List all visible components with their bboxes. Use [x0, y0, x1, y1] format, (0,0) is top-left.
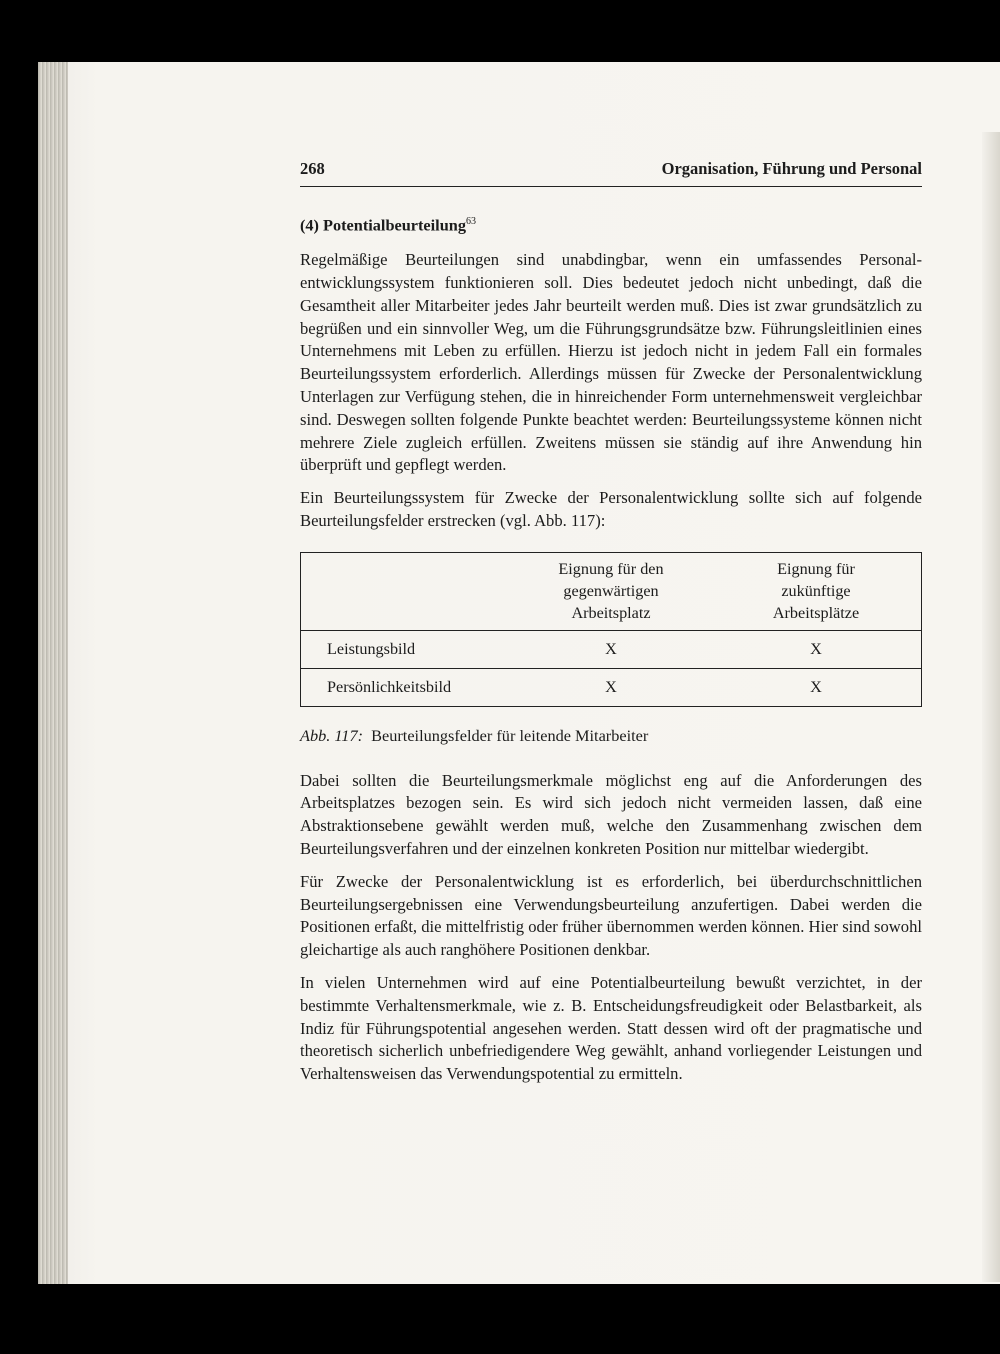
- paragraph-5: In vielen Unternehmen wird auf eine Potentialbeurteilung bewußt verzichtet, in der bestimmte Verhaltensmerkmale, wie z. B. Entscheidungsfreudigkeit oder Belastbarkeit, als Indiz für Führungspotential angesehen werden. Statt dessen wird oft der pragmatische und theoretisch sicherlich unbefriedigendere Weg gewählt, anhand vorliegender Leistungen und Verhaltensweisen das Verwendungspotential zu ermitteln.: [300, 972, 922, 1084]
- caption-text: Beurteilungsfelder für leitende Mitarbeiter: [371, 725, 649, 745]
- row-label: Persönlichkeitsbild: [301, 668, 512, 706]
- section-heading: [300, 211, 922, 237]
- book-page: [38, 62, 1000, 1284]
- row-label: Leistungsbild: [301, 630, 512, 668]
- column-header-line: gegenwärtigen: [563, 582, 659, 601]
- page-number: 268: [300, 159, 325, 178]
- page-content: [300, 158, 922, 1086]
- paragraph-3: Dabei sollten die Beurteilungsmerkmale möglichst eng auf die Anforderungen des Arbeitsplatzes bezogen sein. Es wird sich jedoch nicht vermeiden lassen, daß eine Abstraktionsebene gewählt werden muß, welche den Zusammenhang zwischen dem Beurteilungsverfahren und der einzelnen konkreten Position nur mittelbar wiedergibt.: [300, 770, 922, 858]
- figure-caption: [300, 725, 922, 748]
- footnote-reference: 63: [465, 216, 476, 227]
- running-title: Organisation, Führung und Personal: [661, 159, 922, 178]
- table-cell: X: [511, 668, 711, 706]
- column-header-line: Eignung für den: [558, 560, 664, 579]
- table-cell: X: [511, 630, 711, 668]
- paragraph-1: Regelmäßige Beurteilungen sind unabdingbar, wenn ein umfassendes Personalentwicklungssystem funktionieren soll. Dies bedeutet jedoch nicht unbedingt, daß die Gesamtheit aller Mitarbeiter jedes Jahr beurteilt werden muß. Dies ist zwar grundsätzlich zu begrüßen und ein sinnvoller Weg, um die Führungsgrundsätze bzw. Führungsleitlinien eines Unternehmens mit Leben zu erfüllen. Hierzu ist jedoch nicht in jedem Fall ein formales Beurteilungssystem erforderlich. Allerdings müssen für Zwecke der Personalentwicklung Unterlagen zur Verfügung stehen, die in hinreichender Form unternehmensweit vergleichbar sind. Deswegen sollten folgende Punkte beachtet werden: Beurteilungssysteme können nicht mehrere Ziele zugleich erfüllen. Zweitens müssen sie ständig auf ihre Anwendung hin überprüft und gepflegt werden.: [300, 250, 922, 475]
- table-row: [301, 668, 922, 706]
- table-corner-cell: [301, 552, 512, 630]
- table-cell: X: [711, 630, 922, 668]
- table-cell: X: [711, 668, 922, 706]
- paragraph-4: Für Zwecke der Personalentwicklung ist es erforderlich, bei überdurchschnittlichen Beurteilungsergebnissen eine Verwendungsbeurteilung anzufertigen. Dabei werden die Positionen erfaßt, die mittelfristig oder früher übernommen werden können. Hier sind sowohl gleichartige als auch ranghöhere Positionen denkbar.: [300, 871, 922, 960]
- paragraph-2: Ein Beurteilungssystem für Zwecke der Personalentwicklung sollte sich auf folgende Beurteilungsfelder erstrecken (vgl. Abb. 117):: [300, 488, 922, 530]
- section-title: (4) Potentialbeurteilung: [300, 215, 466, 235]
- column-header-future: [711, 552, 922, 630]
- column-header-line: zukünftige: [781, 582, 851, 601]
- column-header-line: Arbeitsplätze: [772, 604, 860, 623]
- table-row: [301, 630, 922, 668]
- running-head: [300, 158, 922, 187]
- table-header-row: [301, 552, 922, 630]
- figure-table: [300, 552, 922, 707]
- column-header-line: Arbeitsplatz: [571, 604, 651, 623]
- column-header-current: [511, 552, 711, 630]
- facing-page-edge: [982, 132, 1000, 1282]
- page-stack-edge: [38, 62, 68, 1284]
- caption-label: Abb. 117:: [300, 725, 364, 745]
- column-header-line: Eignung für: [777, 560, 855, 579]
